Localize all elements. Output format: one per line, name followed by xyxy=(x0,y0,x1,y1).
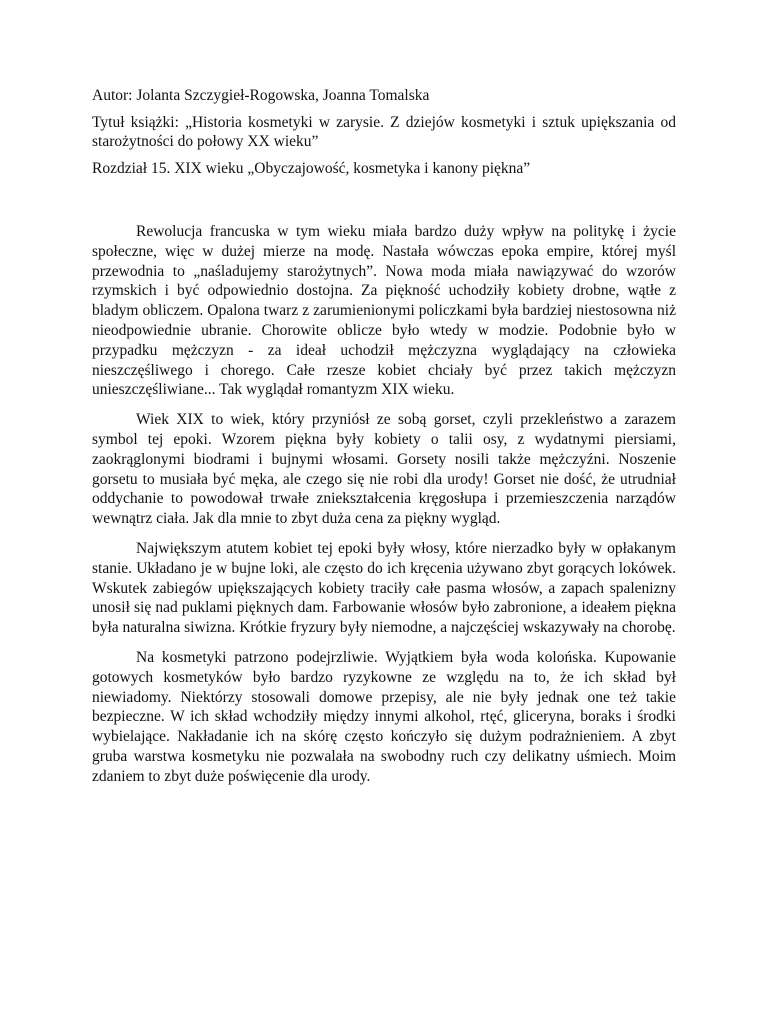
paragraph-cosmetics: Na kosmetyki patrzono podejrzliwie. Wyjątkiem była woda kolońska. Kupowanie gotowych kosmetyków było bardzo ryzykowne ze względu na to, że ich skład był niewiadomy. Niektórzy stosowali domowe przepisy, ale nie były jednak one też takie bezpieczne. W ich skład wchodziły między innymi alkohol, rtęć, gliceryna, boraks i środki wybielające. Nakładanie ich na skórę często kończyło się dużym podrażnieniem. A zbyt gruba warstwa kosmetyku nie pozwalała na swobodny ruch czy delikatny uśmiech. Moim zdaniem to zbyt duże poświęcenie dla urody. xyxy=(92,648,676,785)
paragraph-corset: Wiek XIX to wiek, który przyniósł ze sobą gorset, czyli przekleństwo a zarazem symbol tej epoki. Wzorem piękna były kobiety o talii osy, z wydatnymi piersiami, zaokrąglonymi biodrami i bujnymi włosami. Gorsety nosili także mężczyźni. Noszenie gorsetu to musiała być męka, ale czego się nie robi dla urody! Gorset nie dość, że utrudniał oddychanie to powodował trwałe zniekształcenia kręgosłupa i przemieszczenia narządów wewnątrz ciała. Jak dla mnie to zbyt duża cena za piękny wygląd. xyxy=(92,411,676,528)
author-line: Autor: Jolanta Szczygieł-Rogowska, Joanna Tomalska xyxy=(92,87,430,104)
book-title-line: Tytuł książki: „Historia kosmetyki w zarysie. Z dziejów kosmetyki i sztuk upiększania od starożytności do połowy XX wieku” xyxy=(92,114,676,150)
chapter-line: Rozdział 15. XIX wieku „Obyczajowość, kosmetyka i kanony piękna” xyxy=(92,160,531,177)
paragraph-hair: Największym atutem kobiet tej epoki były włosy, które nierzadko były w opłakanym stanie. Układano je w bujne loki, ale często do ich kręcenia używano zbyt gorących lokówek. Wskutek zabiegów upiększających kobiety traciły całe pasma włosów, a zapach spalenizny unosił się nad puklami pięknych dam. Farbowanie włosów było zabronione, a ideałem piękna była naturalna siwizna. Krótkie fryzury były niemodne, a najczęściej wskazywały na chorobę. xyxy=(92,539,676,637)
paragraph-revolution: Rewolucja francuska w tym wieku miała bardzo duży wpływ na politykę i życie społeczne, więc w dużej mierze na modę. Nastała wówczas epoka empire, której myśl przewodnia to „naśladujemy starożytnych”. Nowa moda miała nawiązywać do wzorów rzymskich i być odpowiednio dostojna. Za piękność uchodziły kobiety drobne, wątłe z bladym obliczem. Opalona twarz z zarumienionymi policzkami była bardziej niestosowna niż nieodpowiednie ubranie. Chorowite oblicze było wtedy w modzie. Podobnie było w przypadku mężczyzn - za ideał uchodził mężczyzna wyglądający na człowieka nieszczęśliwego i chorego. Całe rzesze kobiet chciały być przez takich mężczyzn unieszczęśliwiane... Tak wyglądał romantyzm XIX wieku. xyxy=(92,223,676,399)
